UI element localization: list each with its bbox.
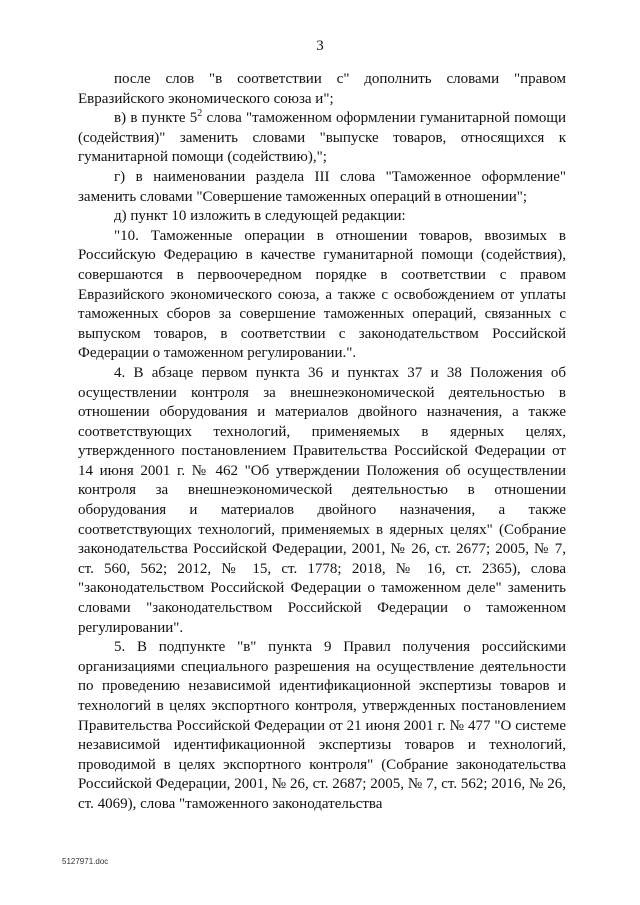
- page-number: 3: [316, 38, 324, 54]
- paragraph-2-start: в) в пункте 5: [114, 110, 198, 127]
- paragraph-2-end: слова "таможенном оформлении гуманитарной помощи (содействия)" заменить словами "выпуске товаров, относящихся к гуманитарной помощи (содействию),";: [78, 110, 566, 166]
- superscript: 2: [197, 108, 203, 120]
- paragraph-1: после слов "в соответствии с" дополнить словами "правом Евразийского экономического союза и";: [78, 71, 566, 107]
- document-body: [78, 70, 566, 815]
- paragraph-5-quoted-item: "10. Таможенные операции в отношении товаров, ввозимых в Российскую Федерацию в качестве гуманитарной помощи (содействия), совершаются в первоочередном порядке в соответствии с правом Евразийского экономического союза, а также с освобождением от уплаты таможенных сборов за совершение таможенных операций, связанных с выпуском товаров, в соответствии с законодательством Российской Федерации о таможенном регулировании.".: [78, 227, 566, 362]
- paragraph-6-item-4: 4. В абзаце первом пункта 36 и пунктах 37 и 38 Положения об осуществлении контроля за внешнеэкономической деятельностью в отношении оборудования и материалов двойного назначения, а также соответствующих технологий, применяемых в ядерных целях, утвержденного постановлением Правительства Российской Федерации от 14 июня 2001 г. № 462 "Об утверждении Положения об осуществлении контроля за внешнеэкономической деятельностью в отношении оборудования и материалов двойного назначения, а также соответствующих технологий, применяемых в ядерных целях" (Собрание законодательства Российской Федерации, 2001, № 26, ст. 2677; 2005, № 7, ст. 560, 562; 2012, № 15, ст. 1778; 2018, № 16, ст. 2365), слова "законодательством Российской Федерации о таможенном деле" заменить словами "законодательством Российской Федерации о таможенном регулировании".: [78, 364, 566, 636]
- footer-filename: 5127971.doc: [62, 857, 109, 866]
- paragraph-3: г) в наименовании раздела III слова "Таможенное оформление" заменить словами "Совершение таможенных операций в отношении";: [78, 168, 566, 205]
- paragraph-7-item-5: 5. В подпункте "в" пункта 9 Правил получения российскими организациями специального разрешения на осуществление деятельности по проведению независимой идентификационной экспертизы товаров и технологий в целях экспортного контроля, утвержденных постановлением Правительства Российской Федерации от 21 июня 2001 г. № 477 "О системе независимой идентификационной экспертизы товаров и технологий, проводимой в целях экспортного контроля" (Собрание законодательства Российской Федерации, 2001, № 26, ст. 2687; 2005, № 7, ст. 562; 2016, № 26, ст. 4069), слова "таможенного законодательства: [78, 639, 566, 812]
- paragraph-2: [78, 109, 566, 168]
- paragraph-4: д) пункт 10 изложить в следующей редакции:: [114, 208, 406, 225]
